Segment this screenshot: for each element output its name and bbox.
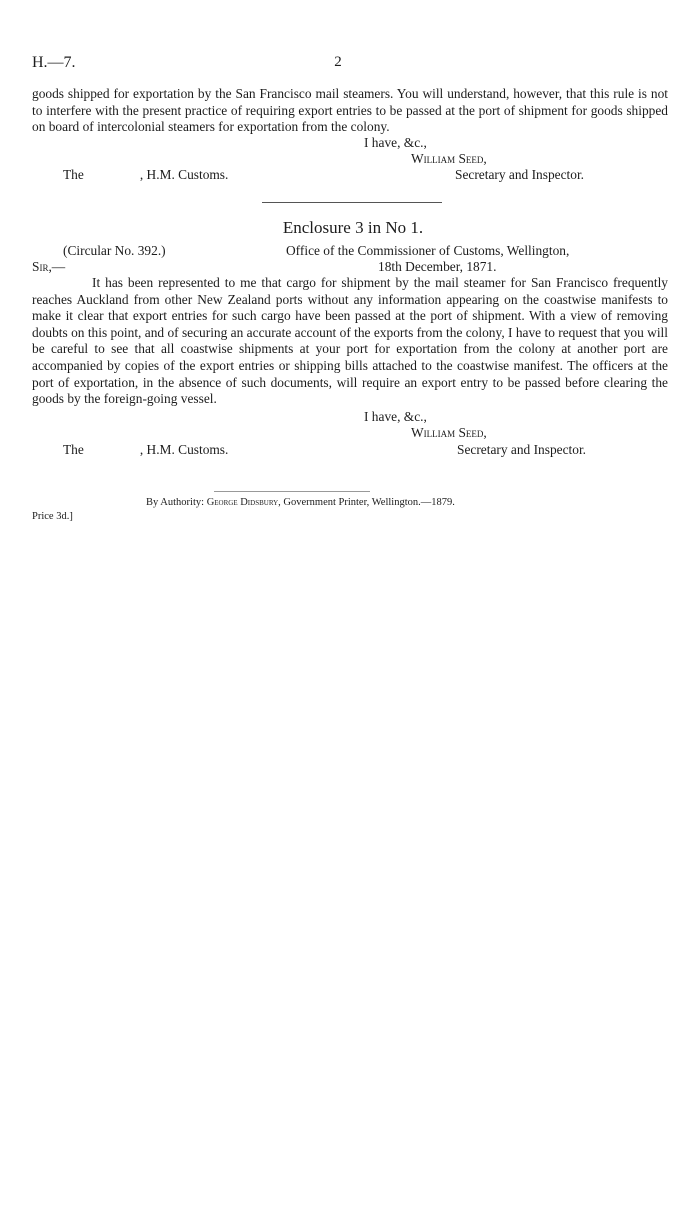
footer-divider	[214, 491, 370, 492]
addressee-the: The	[63, 167, 84, 182]
imprint-prefix: By Authority:	[146, 497, 205, 508]
signoff-closing: I have, &c.,	[364, 135, 427, 150]
circular-body: It has been represented to me that cargo for shipment by the mail steamer for San Francisco frequently reaches Auckland from other New Zealand ports without any information appearing on the coastwise manifests to make it clear that export entries for such cargo have been passed at the port of shipment. With a view of removing doubts on this point, and of securing an accurate account of the exports from the colony, I have to request that you will be careful to see that all coastwise shipments at your port for exportation from the colony at another port are accompanied by copies of the export entries or shipping bills attached to the coastwise manifest. The officers at the port of exportation, in the absence of such documents, will require an export entry to be passed before clearing the goods by the foreign-going vessel.	[32, 275, 668, 407]
office-address: Office of the Commissioner of Customs, Wellington,	[286, 243, 570, 258]
letter-date: 18th December, 1871.	[378, 259, 497, 274]
circular-number: (Circular No. 392.)	[63, 243, 166, 258]
printer-imprint	[146, 497, 455, 508]
salutation: Sir,—	[32, 259, 66, 274]
page-number: 2	[334, 54, 342, 70]
addressee-line-2	[63, 442, 228, 458]
signatory-name: William Seed,	[411, 151, 487, 166]
printer-name: George Didsbury,	[206, 497, 281, 508]
signatory-title: Secretary and Inspector.	[455, 167, 585, 182]
enclosure-heading: Enclosure 3 in No 1.	[282, 218, 424, 237]
signatory-name-2: William Seed,	[411, 425, 487, 440]
addressee-office-2: , H.M. Customs.	[139, 442, 229, 457]
addressee-office: , H.M. Customs.	[139, 167, 229, 182]
addressee-the-2: The	[63, 442, 84, 457]
signatory-title-2: Secretary and Inspector.	[457, 442, 587, 457]
section-divider	[262, 202, 442, 203]
price: Price 3d.]	[32, 511, 73, 522]
imprint-suffix: Government Printer, Wellington.—1879.	[283, 497, 455, 508]
document-code: H.—7.	[32, 54, 76, 71]
signoff-closing-2: I have, &c.,	[364, 409, 427, 424]
paragraph-continuation: goods shipped for exportation by the San Francisco mail steamers. You will understand, however, that this rule is not to interfere with the present practice of requiring export entries to be passed at the port of shipment for goods shipped on board of intercolonial steamers for exportation from the colony.	[32, 86, 668, 135]
addressee-line	[63, 167, 228, 183]
